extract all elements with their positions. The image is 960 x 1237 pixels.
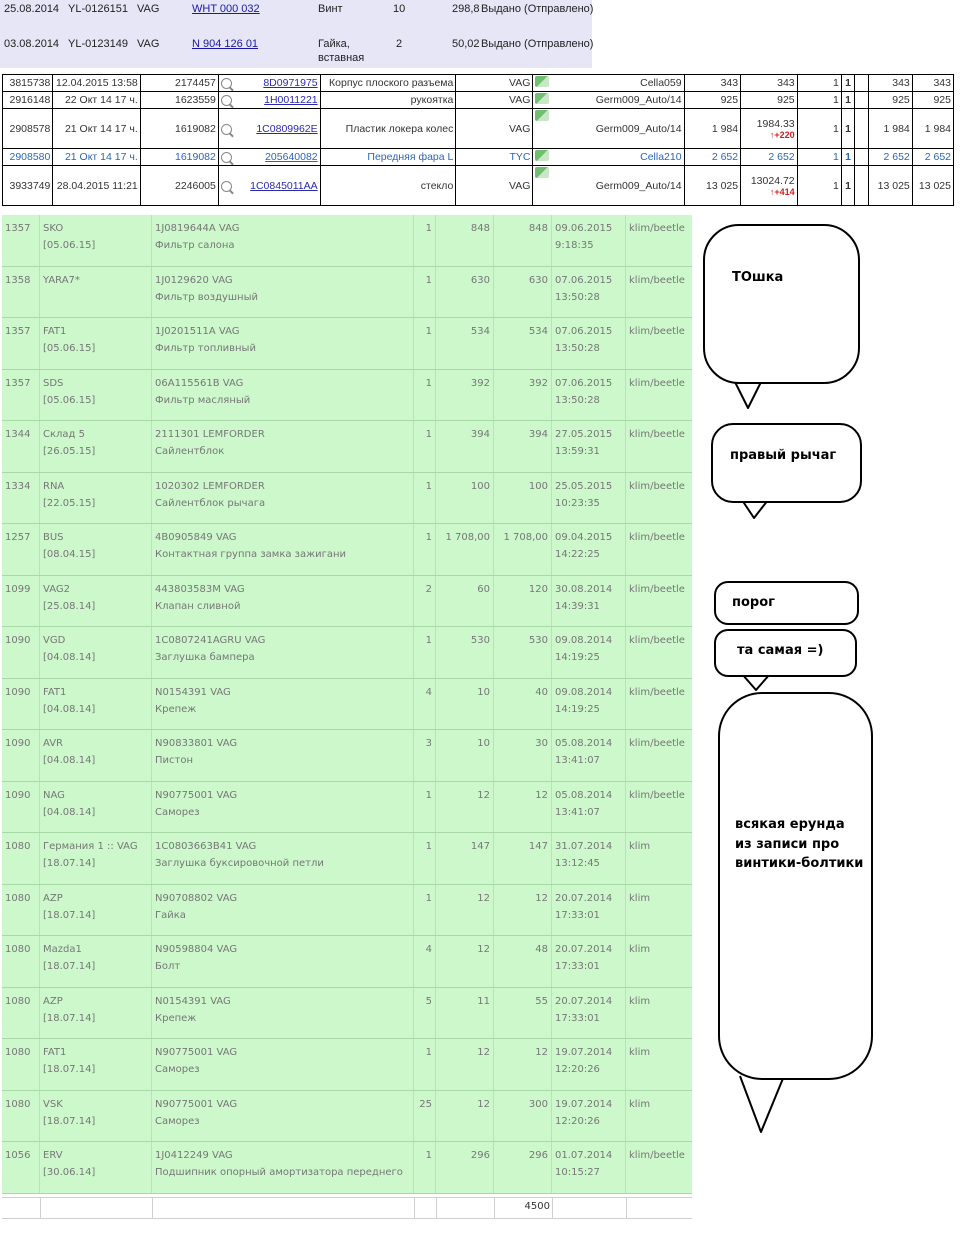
item-user: klim/beetle: [629, 429, 685, 440]
part-supplier: Cella210: [533, 149, 684, 166]
part-sum-final: 2 652: [912, 149, 953, 166]
part-price-actual: 13024.72 ↑+414: [741, 166, 798, 206]
part-id: 2908578: [3, 109, 53, 149]
item-price: 10: [436, 730, 494, 781]
item-qty: 4: [414, 679, 436, 730]
item-price: 296: [436, 1142, 494, 1193]
item-sum: 40: [494, 679, 552, 730]
item-qty: 1: [414, 833, 436, 884]
part-name: Передняя фара L: [320, 149, 456, 166]
item-user: klim: [629, 841, 651, 852]
order-name: Гайка,: [318, 38, 350, 50]
item-sum: 12: [494, 782, 552, 833]
item-part: N90598804 VAG Болт: [152, 936, 414, 987]
part-qty: 1: [797, 75, 841, 92]
part-id: 3933749: [3, 166, 53, 206]
item-sum: 1 708,00: [494, 524, 552, 575]
price-change-badge: ↑+414: [769, 186, 795, 197]
item-part: N90708802 VAG Гайка: [152, 885, 414, 936]
item-user: klim/beetle: [629, 326, 685, 337]
item-price: 60: [436, 576, 494, 627]
item-store: RNA [22.05.15]: [40, 473, 152, 524]
order-id: YL-0126151: [68, 3, 128, 15]
item-store: VAG2 [25.08.14]: [40, 576, 152, 627]
item-number: 1080: [2, 988, 40, 1039]
part-code: 1619082: [140, 109, 218, 149]
item-store: YARA7*: [40, 267, 152, 318]
item-store: Германия 1 :: VAG [18.07.14]: [40, 833, 152, 884]
item-datetime: 20.07.2014 17:33:01: [552, 936, 626, 987]
item-part: N90775001 VAG Саморез: [152, 1091, 414, 1142]
part-qty: 1: [797, 166, 841, 206]
part-sum: 1 984: [868, 109, 912, 149]
item-user: klim: [629, 892, 651, 904]
part-brand: VAG: [456, 75, 533, 92]
item-store: VSK [18.07.14]: [40, 1091, 152, 1142]
part-supplier: Cella059: [533, 75, 684, 92]
bubble-text: порог: [732, 595, 775, 610]
part-sum: 343: [868, 75, 912, 92]
item-price: 100: [436, 473, 494, 524]
order-date: 25.08.2014: [4, 3, 60, 15]
speech-bubble-tooshka: [703, 224, 860, 384]
item-qty: 1: [414, 370, 436, 421]
item-store: FAT1 [04.08.14]: [40, 679, 152, 730]
order-status: Выдано (Отправлено): [481, 38, 594, 50]
item-price: 848: [436, 215, 494, 266]
item-qty: 1: [414, 267, 436, 318]
item-datetime: 30.08.2014 14:39:31: [552, 576, 626, 627]
part-sum-final: 925: [912, 92, 953, 109]
item-number: 1357: [2, 370, 40, 421]
item-user: klim: [629, 1047, 651, 1058]
order-part-link[interactable]: WHT 000 032: [192, 3, 260, 15]
part-supplier: Germ009_Auto/14: [533, 166, 684, 206]
part-id: 2916148: [3, 92, 53, 109]
speech-bubble-right-arm: [711, 423, 862, 503]
part-date: 21 Окт 14 17 ч.: [53, 149, 140, 166]
order-qty: 2: [396, 38, 403, 50]
part-price-actual: 925: [741, 92, 798, 109]
item-qty: 1: [414, 782, 436, 833]
item-number: 1080: [2, 885, 40, 936]
item-qty: 2: [414, 576, 436, 627]
item-price: 10: [436, 679, 494, 730]
bubble-text: ТОшка: [732, 270, 784, 285]
item-qty: 1: [414, 473, 436, 524]
item-sum: 100: [494, 473, 552, 524]
item-qty: 1: [414, 885, 436, 936]
item-datetime: 09.06.2015 9:18:35: [552, 215, 626, 266]
item-sum: 55: [494, 988, 552, 1039]
item-user: klim/beetle: [629, 686, 685, 698]
item-store: NAG [04.08.14]: [40, 782, 152, 833]
item-datetime: 19.07.2014 12:20:26: [552, 1039, 626, 1090]
part-id: 3815738: [3, 75, 53, 92]
item-part: 1020302 LEMFORDER Сайлентблок рычага: [152, 473, 414, 524]
part-name: Корпус плоского разъема: [320, 75, 456, 92]
item-sum: 48: [494, 936, 552, 987]
item-sum: 848: [494, 215, 552, 266]
item-qty: 5: [414, 988, 436, 1039]
item-price: 534: [436, 318, 494, 369]
part-number-link[interactable]: 1C0845011AA: [250, 179, 318, 192]
item-store: AZP [18.07.14]: [40, 885, 152, 936]
item-number: 1080: [2, 936, 40, 987]
item-qty: 1: [414, 1039, 436, 1090]
part-price: 2 652: [684, 149, 741, 166]
item-price: 147: [436, 833, 494, 884]
bubble-text: та самая =): [737, 643, 824, 658]
item-number: 1257: [2, 524, 40, 575]
part-sum-final: 1 984: [912, 109, 953, 149]
item-sum: 394: [494, 421, 552, 472]
item-datetime: 07.06.2015 13:50:28: [552, 318, 626, 369]
item-part: 4B0905849 VAG Контактная группа замка зажигани: [152, 524, 414, 575]
item-sum: 630: [494, 267, 552, 318]
part-name: стекло: [320, 166, 456, 206]
item-user: klim/beetle: [629, 789, 685, 801]
item-price: 12: [436, 1091, 494, 1142]
item-datetime: 01.07.2014 10:15:27: [552, 1142, 626, 1193]
item-part: N90775001 VAG Саморез: [152, 782, 414, 833]
speech-bubble-sill: [714, 581, 859, 625]
order-brand: VAG: [137, 38, 160, 50]
item-qty: 4: [414, 936, 436, 987]
item-part: N90833801 VAG Пистон: [152, 730, 414, 781]
item-store: Mazda1 [18.07.14]: [40, 936, 152, 987]
part-supplier: Germ009_Auto/14: [533, 109, 684, 149]
part-qty: 1: [797, 109, 841, 149]
item-number: 1080: [2, 1091, 40, 1142]
item-user: klim/beetle: [629, 223, 685, 234]
part-code: 2246005: [140, 166, 218, 206]
item-number: 1090: [2, 782, 40, 833]
order-brand: VAG: [137, 3, 160, 15]
item-price: 394: [436, 421, 494, 472]
item-user: klim: [629, 995, 651, 1007]
part-brand: VAG: [456, 166, 533, 206]
item-datetime: 27.05.2015 13:59:31: [552, 421, 626, 472]
item-number: 1357: [2, 318, 40, 369]
item-user: klim/beetle: [629, 738, 685, 749]
item-sum: 300: [494, 1091, 552, 1142]
item-store: AZP [18.07.14]: [40, 988, 152, 1039]
part-name: Пластик локера колес: [320, 109, 456, 149]
item-sum: 147: [494, 833, 552, 884]
item-user: klim/beetle: [629, 274, 685, 286]
item-datetime: 09.08.2014 14:19:25: [552, 627, 626, 678]
item-qty: 1: [414, 318, 436, 369]
part-brand: VAG: [456, 92, 533, 109]
part-qty-confirmed: 1: [841, 149, 854, 166]
part-date: 21 Окт 14 17 ч.: [53, 109, 140, 149]
item-part: 1J0819644A VAG Фильтр салона: [152, 215, 414, 266]
part-brand: VAG: [456, 109, 533, 149]
part-qty-confirmed: 1: [841, 109, 854, 149]
part-price: 343: [684, 75, 741, 92]
item-user: klim/beetle: [629, 532, 685, 543]
item-number: 1056: [2, 1142, 40, 1193]
item-store: FAT1 [05.06.15]: [40, 318, 152, 369]
item-number: 1334: [2, 473, 40, 524]
item-sum: 12: [494, 885, 552, 936]
item-number: 1080: [2, 833, 40, 884]
item-price: 12: [436, 782, 494, 833]
item-qty: 1: [414, 421, 436, 472]
item-sum: 120: [494, 576, 552, 627]
item-store: SDS [05.06.15]: [40, 370, 152, 421]
order-id: YL-0123149: [68, 38, 128, 50]
total-value: 4500: [524, 1201, 550, 1212]
order-part-link[interactable]: N 904 126 01: [192, 38, 259, 50]
item-price: 1 708,00: [436, 524, 494, 575]
item-part: 1J0129620 VAG Фильтр воздушный: [152, 267, 414, 318]
part-sum-final: 13 025: [912, 166, 953, 206]
part-code: 1623559: [140, 92, 218, 109]
order-name-line2: вставная: [318, 52, 365, 64]
speech-bubble-nuts-bolts: [718, 692, 873, 1080]
item-sum: 530: [494, 627, 552, 678]
item-datetime: 31.07.2014 13:12:45: [552, 833, 626, 884]
item-number: 1090: [2, 627, 40, 678]
item-store: VGD [04.08.14]: [40, 627, 152, 678]
item-user: klim/beetle: [629, 1150, 685, 1161]
item-user: klim: [629, 944, 651, 955]
part-qty: 1: [797, 149, 841, 166]
item-store: FAT1 [18.07.14]: [40, 1039, 152, 1090]
item-datetime: 07.06.2015 13:50:28: [552, 370, 626, 421]
item-part: 1C0803663B41 VAG Заглушка буксировочной петли: [152, 833, 414, 884]
item-store: BUS [08.04.15]: [40, 524, 152, 575]
item-part: 1C0807241AGRU VAG Заглушка бампера: [152, 627, 414, 678]
item-datetime: 07.06.2015 13:50:28: [552, 267, 626, 318]
item-store: AVR [04.08.14]: [40, 730, 152, 781]
item-qty: 25: [414, 1091, 436, 1142]
order-qty: 10: [393, 3, 406, 15]
item-part: N0154391 VAG Крепеж: [152, 988, 414, 1039]
item-number: 1357: [2, 215, 40, 266]
item-price: 530: [436, 627, 494, 678]
item-datetime: 20.07.2014 17:33:01: [552, 988, 626, 1039]
item-price: 392: [436, 370, 494, 421]
part-qty-confirmed: 1: [841, 166, 854, 206]
part-price-actual: 1984.33 ↑+220: [741, 109, 798, 149]
item-price: 11: [436, 988, 494, 1039]
part-price-actual: 343: [741, 75, 798, 92]
part-number-link[interactable]: 8D0971975: [263, 77, 318, 89]
item-number: 1090: [2, 730, 40, 781]
item-store: ERV [30.06.14]: [40, 1142, 152, 1193]
part-qty-confirmed: 1: [841, 75, 854, 92]
item-part: N90775001 VAG Саморез: [152, 1039, 414, 1090]
item-qty: 1: [414, 215, 436, 266]
item-sum: 534: [494, 318, 552, 369]
item-number: 1358: [2, 267, 40, 318]
part-sum-final: 343: [912, 75, 953, 92]
part-brand: TYC: [456, 149, 533, 166]
price-change-badge: ↑+220: [769, 129, 795, 140]
part-price-actual: 2 652: [741, 149, 798, 166]
item-part: 06A115561B VAG Фильтр масляный: [152, 370, 414, 421]
item-user: klim/beetle: [629, 480, 685, 492]
part-date: 12.04.2015 13:58: [53, 75, 140, 92]
item-price: 630: [436, 267, 494, 318]
item-part: 2111301 LEMFORDER Сайлентблок: [152, 421, 414, 472]
item-datetime: 20.07.2014 17:33:01: [552, 885, 626, 936]
item-qty: 1: [414, 524, 436, 575]
item-datetime: 25.05.2015 10:23:35: [552, 473, 626, 524]
part-id: 2908580: [3, 149, 53, 166]
part-price: 13 025: [684, 166, 741, 206]
part-date: 22 Окт 14 17 ч.: [53, 92, 140, 109]
part-name: рукоятка: [320, 92, 456, 109]
item-price: 12: [436, 936, 494, 987]
part-code: 1619082: [140, 149, 218, 166]
item-sum: 30: [494, 730, 552, 781]
part-price: 1 984: [684, 109, 741, 149]
item-qty: 1: [414, 1142, 436, 1193]
order-sum: 50,02: [452, 38, 480, 50]
item-part: 443803583M VAG Клапан сливной: [152, 576, 414, 627]
bubble-text: правый рычаг: [730, 448, 837, 463]
part-number-link[interactable]: 205640082: [265, 151, 318, 163]
item-sum: 296: [494, 1142, 552, 1193]
part-date: 28.04.2015 11:21: [53, 166, 140, 206]
part-sum: 925: [868, 92, 912, 109]
item-price: 12: [436, 885, 494, 936]
item-qty: 1: [414, 627, 436, 678]
item-store: SKO [05.06.15]: [40, 215, 152, 266]
part-code: 2174457: [140, 75, 218, 92]
item-datetime: 19.07.2014 12:20:26: [552, 1091, 626, 1142]
order-name: Винт: [318, 3, 343, 15]
item-user: klim/beetle: [629, 635, 685, 646]
item-store: Склад 5 [26.05.15]: [40, 421, 152, 472]
order-status: Выдано (Отправлено): [481, 3, 594, 15]
order-date: 03.08.2014: [4, 38, 60, 50]
item-datetime: 05.08.2014 13:41:07: [552, 782, 626, 833]
part-sum: 13 025: [868, 166, 912, 206]
item-part: N0154391 VAG Крепеж: [152, 679, 414, 730]
item-datetime: 09.04.2015 14:22:25: [552, 524, 626, 575]
bubble-text: всякая ерунда из записи про винтики-болтики: [735, 817, 864, 871]
item-number: 1090: [2, 679, 40, 730]
part-supplier: Germ009_Auto/14: [533, 92, 684, 109]
item-datetime: 09.08.2014 14:19:25: [552, 679, 626, 730]
item-part: 1J0412249 VAG Подшипник опорный амортизатора переднего: [152, 1142, 414, 1193]
item-datetime: 05.08.2014 13:41:07: [552, 730, 626, 781]
part-qty-confirmed: 1: [841, 92, 854, 109]
item-number: 1344: [2, 421, 40, 472]
item-number: 1099: [2, 576, 40, 627]
item-number: 1080: [2, 1039, 40, 1090]
item-user: klim/beetle: [629, 583, 685, 595]
speech-bubble-the-one: [714, 629, 857, 677]
item-user: klim/beetle: [629, 377, 685, 389]
item-sum: 392: [494, 370, 552, 421]
item-price: 12: [436, 1039, 494, 1090]
part-qty: 1: [797, 92, 841, 109]
item-part: 1J0201511A VAG Фильтр топливный: [152, 318, 414, 369]
item-user: klim: [629, 1098, 651, 1110]
part-number-link[interactable]: 1C0809962E: [256, 122, 318, 135]
order-sum: 298,8: [452, 3, 480, 15]
part-number-link[interactable]: 1H0011221: [264, 94, 318, 106]
item-qty: 3: [414, 730, 436, 781]
part-sum: 2 652: [868, 149, 912, 166]
item-sum: 12: [494, 1039, 552, 1090]
part-price: 925: [684, 92, 741, 109]
